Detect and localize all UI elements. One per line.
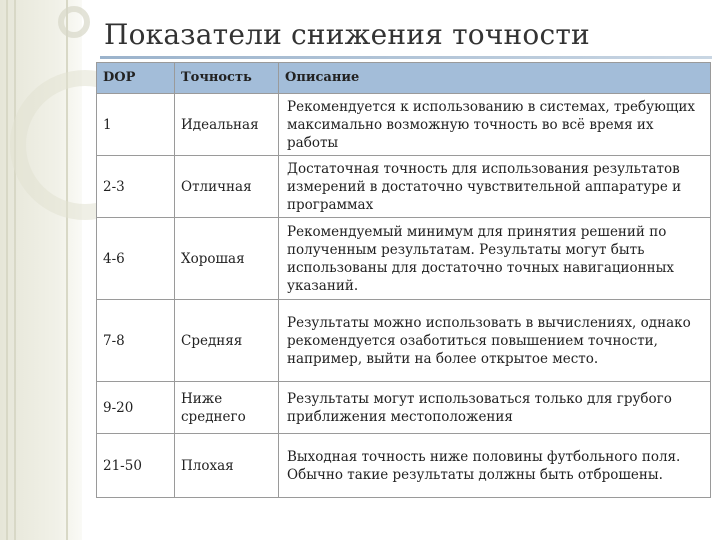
table-row (97, 218, 711, 300)
decorative-stripe (6, 0, 8, 540)
cell-dop: 21-50 (97, 434, 175, 498)
decorative-ring-small (58, 6, 90, 38)
cell-dop: 2-3 (97, 156, 175, 218)
cell-description: Выходная точность ниже половины футбольного поля. Обычно такие результаты должны быть отброшены. (279, 434, 711, 498)
title-underline (100, 56, 712, 59)
table-row (97, 382, 711, 434)
header-dop: DOP (97, 63, 175, 94)
cell-accuracy: Хорошая (175, 218, 279, 300)
header-description: Описание (279, 63, 711, 94)
cell-dop: 4-6 (97, 218, 175, 300)
cell-dop: 9-20 (97, 382, 175, 434)
table-header-row (97, 63, 711, 94)
table-row (97, 94, 711, 156)
cell-dop: 1 (97, 94, 175, 156)
table-row (97, 300, 711, 382)
cell-description: Достаточная точность для использования результатов измерений в достаточно чувствительной аппаратуре и программах (279, 156, 711, 218)
cell-dop: 7-8 (97, 300, 175, 382)
cell-accuracy: Отличная (175, 156, 279, 218)
cell-accuracy: Ниже среднего (175, 382, 279, 434)
cell-accuracy: Средняя (175, 300, 279, 382)
dop-table (96, 62, 711, 498)
cell-description: Результаты могут использоваться только для грубого приближения местоположения (279, 382, 711, 434)
cell-description: Рекомендуется к использованию в системах, требующих максимально возможную точность во всё время их работы (279, 94, 711, 156)
decorative-stripe (14, 0, 16, 540)
cell-accuracy: Идеальная (175, 94, 279, 156)
cell-description: Рекомендуемый минимум для принятия решений по полученным результатам. Результаты могут быть использованы для достаточно точных навигационных указаний. (279, 218, 711, 300)
cell-description: Результаты можно использовать в вычислениях, однако рекомендуется озаботиться повышением точности, например, выйти на более открытое место. (279, 300, 711, 382)
header-accuracy: Точность (175, 63, 279, 94)
table-row (97, 434, 711, 498)
slide-title: Показатели снижения точности (104, 18, 590, 51)
cell-accuracy: Плохая (175, 434, 279, 498)
table-row (97, 156, 711, 218)
